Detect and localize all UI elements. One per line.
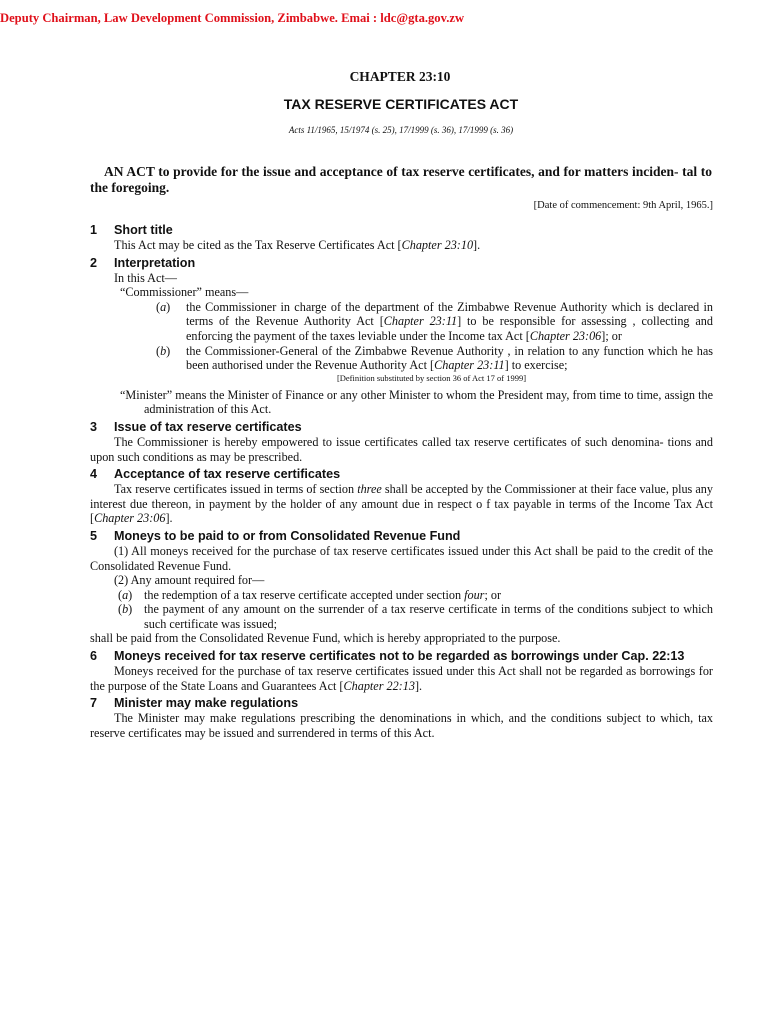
paragraph-label: (b) — [156, 343, 171, 358]
section-3-heading — [90, 419, 713, 435]
section-title: Moneys to be paid to or from Consolidated Revenue Fund — [114, 528, 461, 543]
section-number: 3 — [90, 419, 98, 434]
section-number: 7 — [90, 696, 98, 711]
commencement-date: [Date of commencement: 9th April, 1965.] — [533, 200, 713, 211]
definition-minister: “Minister” means the Minister of Finance or any other Minister to whom the President may, from time to time, assign the administration of this Act. — [120, 387, 713, 417]
amending-acts: Acts 11/1965, 15/1974 (s. 25), 17/1999 (s. 36), 17/1999 (s. 36) — [288, 125, 514, 135]
section-title: Interpretation — [114, 255, 196, 270]
long-title: AN ACT to provide for the issue and acceptance of tax reserve certificates, and for matters inciden- tal to the foregoing. — [90, 164, 712, 195]
paragraph-label: (a) — [118, 587, 133, 602]
act-title: TAX RESERVE CERTIFICATES ACT — [283, 96, 519, 112]
section-title: Short title — [114, 223, 173, 237]
section-7-heading — [90, 695, 713, 711]
section-title: Issue of tax reserve certificates — [114, 419, 302, 434]
chapter-reference: Chapter 23:10 — [401, 238, 474, 252]
section-6-heading — [90, 648, 713, 664]
definition-paragraph-b — [90, 344, 713, 373]
section-1-heading — [90, 222, 713, 238]
chapter-number: CHAPTER 23:10 — [349, 69, 451, 84]
section-title: Minister may make regulations — [114, 696, 299, 711]
act-body — [90, 220, 713, 740]
section-3-text: The Commissioner is hereby empowered to issue certificates called tax reserve certificates of such denomina- tions and upon such conditions as may be prescribed. — [90, 434, 713, 464]
section-4-text: Tax reserve certificates issued in terms of section three shall be accepted by the Commissioner at their face value, plus any interest due thereon, in payment by the holder of any amount due in respect o f tax payable in terms of the Income Tax Act [Chapter 23:06]. — [90, 482, 713, 526]
paragraph-text: the Commissioner-General of the Zimbabwe Revenue Authority , in relation to any function which he has been authorised under the Revenue Authority Act [Chapter 23:11] to exercise; — [186, 343, 713, 373]
section-number: 6 — [90, 649, 98, 664]
section-1-text: This Act may be cited as the Tax Reserve Certificates Act [Chapter 23:10]. — [114, 238, 481, 252]
section-2-heading — [90, 255, 713, 271]
section-4-heading — [90, 466, 713, 482]
definition-commissioner: “Commissioner” means— — [120, 285, 249, 300]
subsection-paragraph-a — [90, 588, 713, 603]
subsection-1: (1) All moneys received for the purchase of tax reserve certificates issued under this Act shall be paid to the credit of the Consolidated Revenue Fund. — [90, 543, 713, 573]
amendment-note: [Definition substituted by section 36 of Act 17 of 1999] — [336, 372, 527, 383]
section-title: Moneys received for tax reserve certificates not to be regarded as borrowings under Cap. 22:13 — [114, 649, 685, 664]
section-number: 4 — [90, 467, 98, 482]
section-7-text: The Minister may make regulations prescribing the denominations in which, and the conditions subject to which, tax reserve certificates may be issued and surrendered in terms of this Act. — [90, 711, 713, 740]
section-title: Acceptance of tax reserve certificates — [114, 467, 341, 482]
definitions-intro: In this Act— — [114, 270, 177, 285]
paragraph-text: the Commissioner in charge of the department of the Zimbabwe Revenue Authority which is declared in terms of the Revenue Authority Act [Chapter 23:11] to be responsible for assessing , collecting and enforcing the payment of the taxes leviable under the Income tax Act [Chapter 23:06]; or — [186, 299, 713, 343]
section-6-text: Moneys received for the purchase of tax reserve certificates issued under this Act shall not be regarded as borrowings for the purpose of the State Loans and Guarantees Act [Chapter 22:13]. — [90, 664, 713, 693]
subsection-2: (2) Any amount required for— — [114, 573, 265, 588]
definition-paragraph-a — [90, 300, 713, 344]
section-number: 2 — [90, 255, 98, 270]
subsection-tail: shall be paid from the Consolidated Revenue Fund, which is hereby appropriated to the purpose. — [90, 631, 561, 646]
paragraph-label: (a) — [156, 299, 171, 314]
section-number: 1 — [90, 223, 98, 237]
paragraph-text: the payment of any amount on the surrender of a tax reserve certificate in terms of the conditions subject to which such certificate was issued; — [144, 602, 713, 631]
paragraph-label: (b) — [118, 602, 133, 617]
header-note: Deputy Chairman, Law Development Commission, Zimbabwe. Emai : ldc@gta.gov.zw — [0, 11, 465, 25]
section-number: 5 — [90, 528, 98, 543]
subsection-paragraph-b — [90, 602, 713, 631]
paragraph-text: the redemption of a tax reserve certificate accepted under section four; or — [144, 587, 502, 602]
section-5-heading — [90, 528, 713, 544]
